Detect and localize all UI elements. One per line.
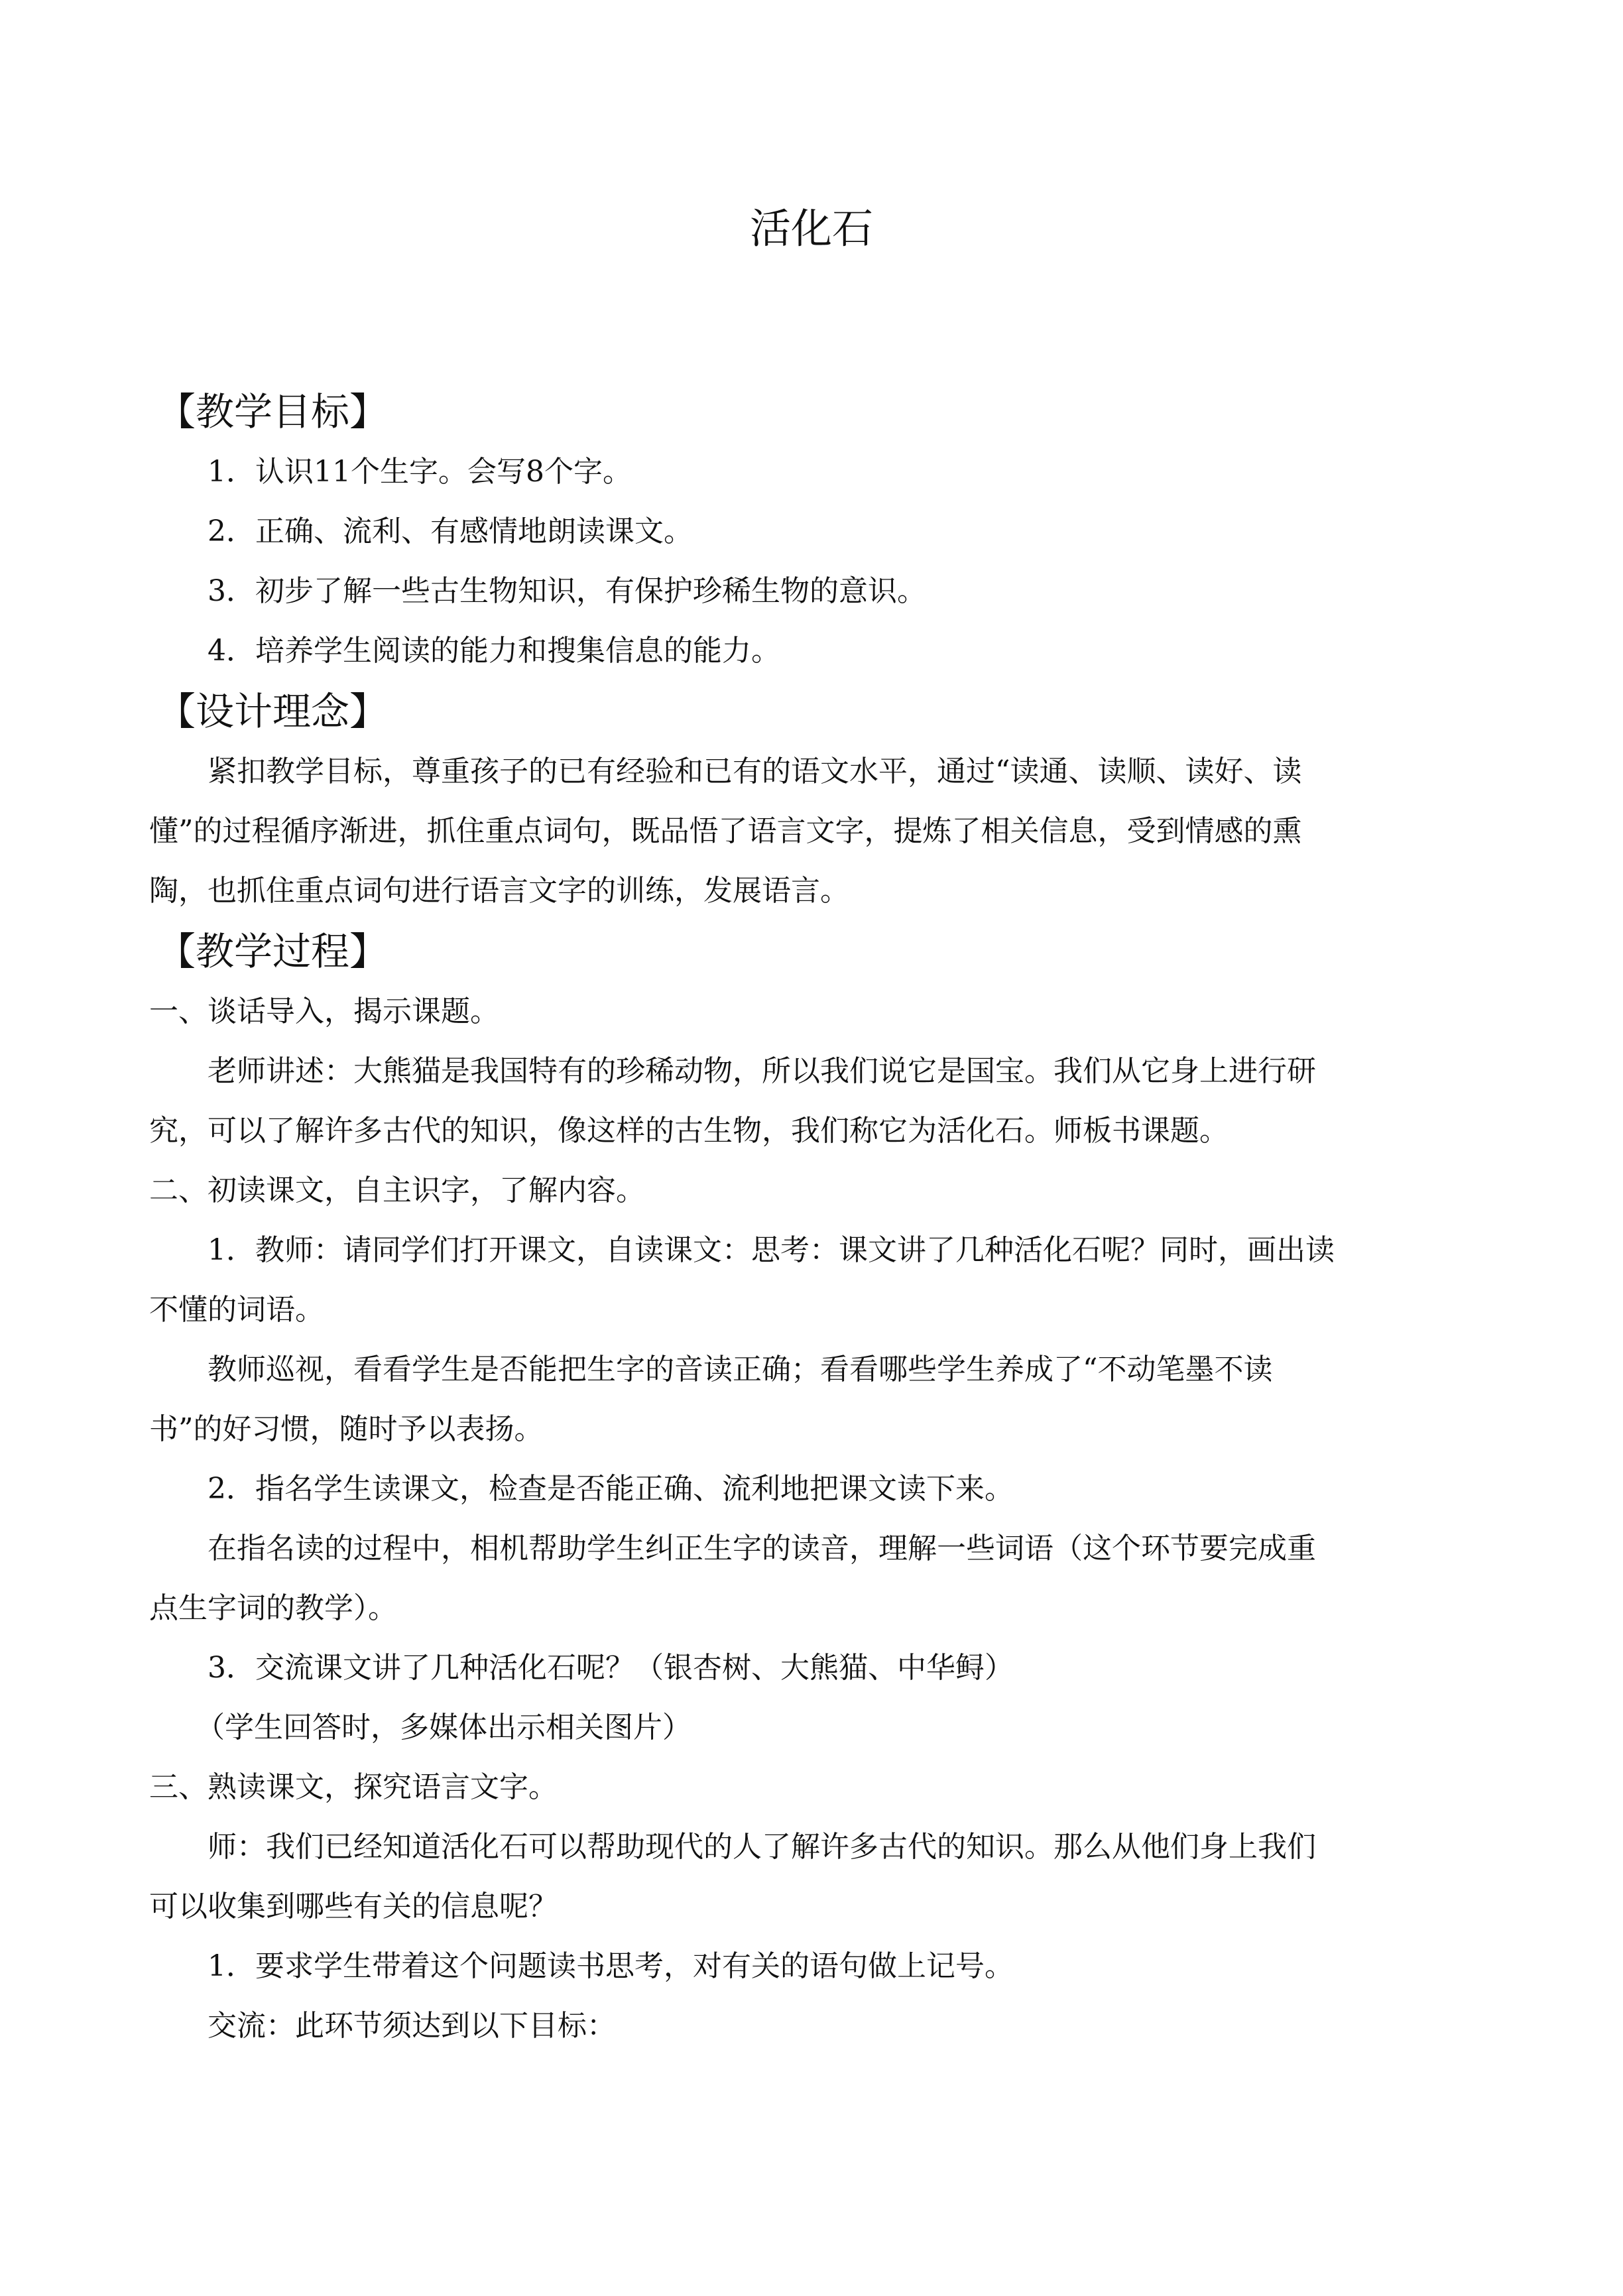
paragraph-line: 师：我们已经知道活化石可以帮助现代的人了解许多古代的知识。那么从他们身上我们: [208, 1830, 1316, 1864]
paragraph-line: 不懂的词语。: [149, 1293, 324, 1327]
part-title: 一、谈话导入，揭示课题。: [149, 995, 499, 1028]
goal-item: 4．培养学生阅读的能力和搜集信息的能力。: [208, 634, 780, 668]
paragraph-line: 可以收集到哪些有关的信息呢？: [149, 1890, 558, 1923]
paragraph-line: 1．要求学生带着这个问题读书思考，对有关的语句做上记号。: [208, 1949, 1014, 1983]
paragraph-line: 书”的好习惯，随时予以表扬。: [149, 1412, 544, 1446]
paragraph-line: 2．指名学生读课文，检查是否能正确、流利地把课文读下来。: [208, 1472, 1014, 1506]
goal-item: 1．认识11个生字。会写8个字。: [208, 455, 632, 489]
paragraph-line: 点生字词的教学）。: [149, 1591, 397, 1625]
paragraph-line: 交流：此环节须达到以下目标：: [208, 2009, 616, 2043]
section-heading-goals: 【教学目标】: [157, 389, 389, 434]
concept-line: 陶，也抓住重点词句进行语言文字的训练，发展语言。: [149, 874, 849, 908]
page-title: 活化石: [749, 204, 873, 253]
paragraph-line: 在指名读的过程中，相机帮助学生纠正生字的读音，理解一些词语（这个环节要完成重: [208, 1532, 1316, 1565]
goal-item: 2．正确、流利、有感情地朗读课文。: [208, 514, 693, 548]
part-title: 三、熟读课文，探究语言文字。: [149, 1770, 558, 1804]
paragraph-note: （学生回答时，多媒体出示相关图片）: [196, 1711, 691, 1744]
paragraph-line: 老师讲述：大熊猫是我国特有的珍稀动物，所以我们说它是国宝。我们从它身上进行研: [208, 1054, 1316, 1088]
paragraph-line: 教师巡视，看看学生是否能把生字的音读正确；看看哪些学生养成了“不动笔墨不读: [208, 1353, 1273, 1386]
section-heading-process: 【教学过程】: [157, 929, 389, 974]
goal-item: 3．初步了解一些古生物知识，有保护珍稀生物的意识。: [208, 574, 926, 608]
paragraph-line: 3．交流课文讲了几种活化石呢？（银杏树、大熊猫、中华鲟）: [208, 1651, 1014, 1685]
section-heading-concept: 【设计理念】: [157, 689, 389, 734]
paragraph-line: 1．教师：请同学们打开课文，自读课文：思考：课文讲了几种活化石呢？同时，画出读: [208, 1233, 1335, 1267]
document-body: [149, 381, 1475, 2056]
concept-line: 紧扣教学目标，尊重孩子的已有经验和已有的语文水平，通过“读通、读顺、读好、读: [208, 755, 1302, 788]
concept-line: 懂”的过程循序渐进，抓住重点词句，既品悟了语言文字，提炼了相关信息，受到情感的熏: [149, 814, 1302, 848]
part-title: 二、初读课文，自主识字，了解内容。: [149, 1174, 645, 1207]
paragraph-line: 究，可以了解许多古代的知识，像这样的古生物，我们称它为活化石。师板书课题。: [149, 1114, 1229, 1148]
